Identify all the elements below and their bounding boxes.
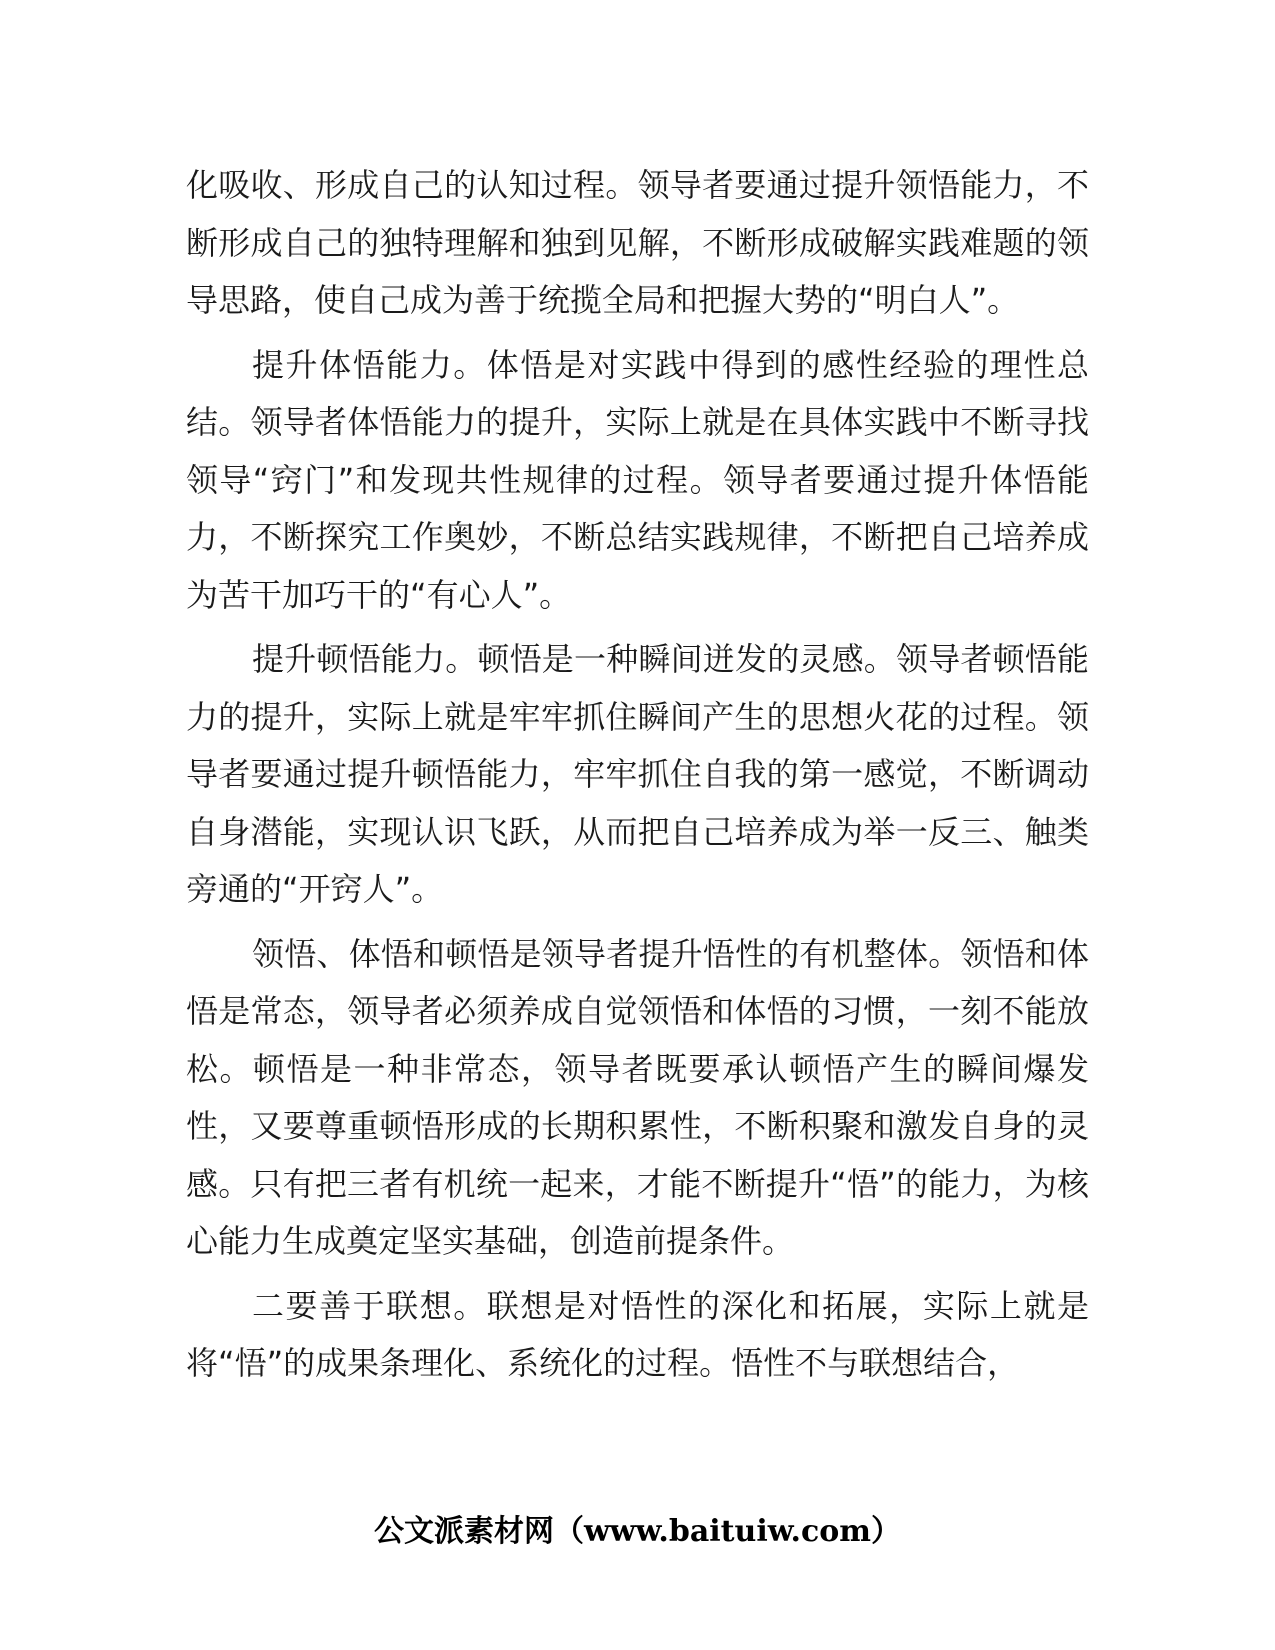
paragraph-dunwu: 提升顿悟能力。顿悟是一种瞬间迸发的灵感。领导者顿悟能力的提升，实际上就是牢牢抓住瞬间产生的思想火花的过程。领导者要通过提升顿悟能力，牢牢抓住自我的第一感觉，不断调动自身潜能，实现认识飞跃，从而把自己培养成为举一反三、触类旁通的“开窍人”。 [186,640,1089,908]
paragraph-summary: 领悟、体悟和顿悟是领导者提升悟性的有机整体。领悟和体悟是常态，领导者必须养成自觉领悟和体悟的习惯，一刻不能放松。顿悟是一种非常态，领导者既要承认顿悟产生的瞬间爆发性，又要尊重顿悟形成的长期积累性，不断积聚和激发自身的灵感。只有把三者有机统一起来，才能不断提升“悟”的能力，为核心能力生成奠定坚实基础，创造前提条件。 [186,934,1089,1260]
document-body [186,157,1089,1393]
paragraph-continuation: 化吸收、形成自己的认知过程。领导者要通过提升领悟能力，不断形成自己的独特理解和独到见解，不断形成破解实践难题的领导思路，使自己成为善于统揽全局和把握大势的“明白人”。 [186,166,1089,319]
page-footer-watermark: 公文派素材网（www.baituiw.com） [373,1514,902,1549]
paragraph-tiwu: 提升体悟能力。体悟是对实践中得到的感性经验的理性总结。领导者体悟能力的提升，实际上就是在具体实践中不断寻找领导“窍门”和发现共性规律的过程。领导者要通过提升体悟能力，不断探究工作奥妙，不断总结实践规律，不断把自己培养成为苦干加巧干的“有心人”。 [186,345,1089,614]
paragraph-lianxiang: 二要善于联想。联想是对悟性的深化和拓展，实际上就是将“悟”的成果条理化、系统化的过程。悟性不与联想结合， [186,1286,1089,1382]
